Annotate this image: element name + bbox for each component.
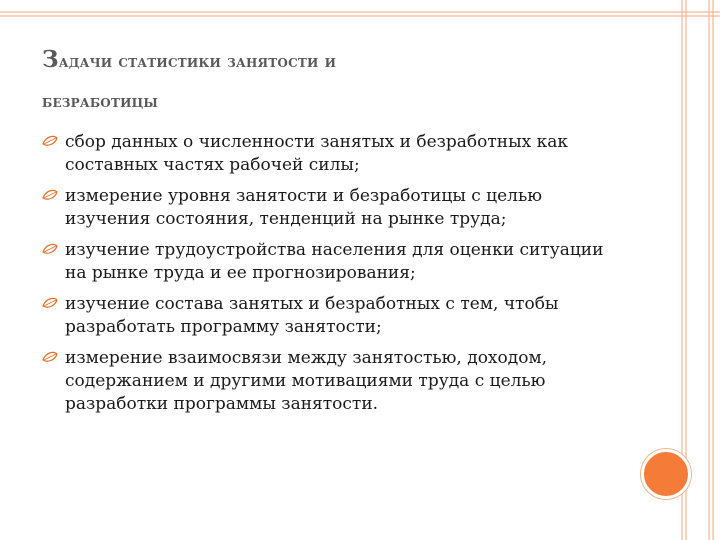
leaf-bullet-icon xyxy=(42,351,58,365)
bullet-text: измерение взаимосвязи между занятостью, доходом, содержанием и другими мотивациями труда с целью разработки программы занятости. xyxy=(65,348,548,414)
title-line-2: безработицы xyxy=(42,92,159,112)
bullet-item xyxy=(40,293,630,339)
leaf-bullet-icon xyxy=(42,135,58,149)
slide-title xyxy=(42,40,602,122)
title-line-1 xyxy=(42,40,602,82)
bullet-text: изучение состава занятых и безработных с тем, чтобы разработать программу занятости; xyxy=(65,294,559,337)
bullet-text: изучение трудоустройства населения для оценки ситуации на рынке труда и ее прогнозирования; xyxy=(65,240,604,283)
bullet-item xyxy=(40,239,630,285)
bullet-item xyxy=(40,185,630,231)
bullet-list xyxy=(40,131,630,424)
title-initial-cap: З xyxy=(42,46,59,73)
leaf-bullet-icon xyxy=(42,189,58,203)
leaf-bullet-icon xyxy=(42,243,58,257)
bullet-text: сбор данных о численности занятых и безработных как составных частях рабочей силы; xyxy=(65,132,569,175)
orange-circle-decoration xyxy=(641,449,691,499)
bullet-item xyxy=(40,347,630,416)
bullet-item xyxy=(40,131,630,177)
title-line-1-text: адачи статистики занятости и xyxy=(58,52,337,72)
bullet-text: измерение уровня занятости и безработицы с целью изучения состояния, тенденций на рынке труда; xyxy=(65,186,543,229)
leaf-bullet-icon xyxy=(42,297,58,311)
